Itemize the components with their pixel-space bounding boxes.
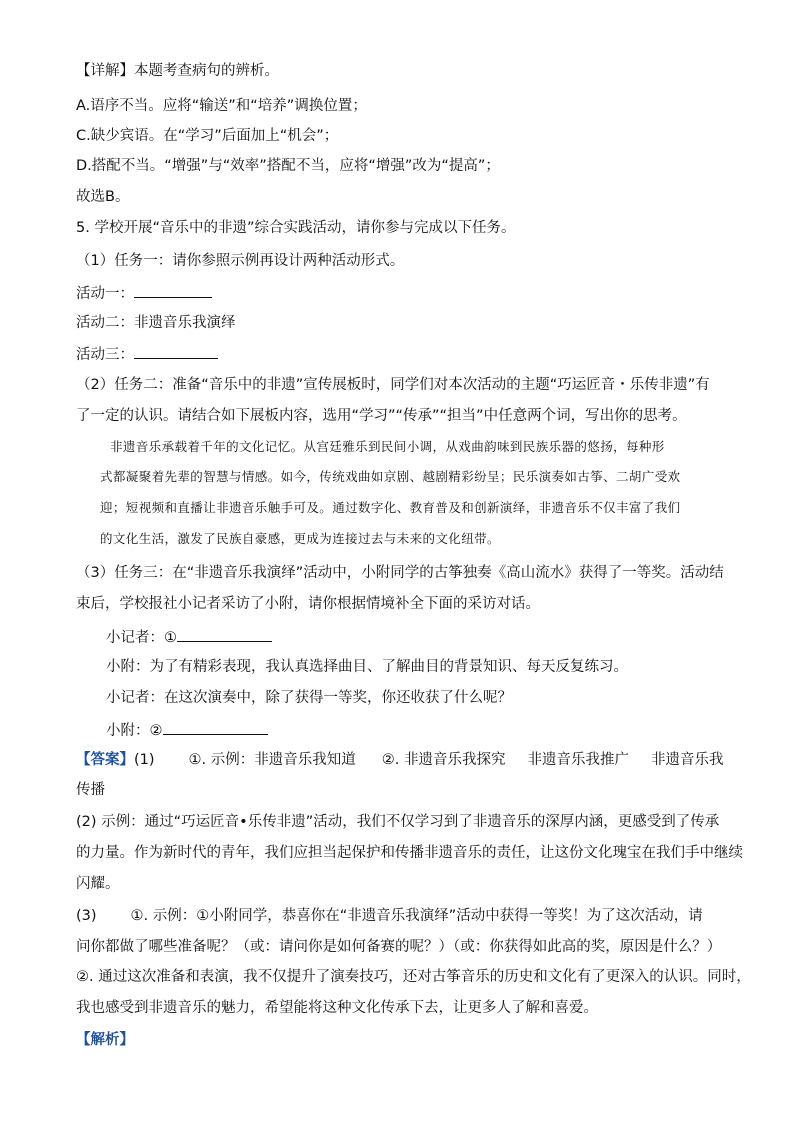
answer-1-line2: 传播 bbox=[76, 782, 105, 798]
task-2-prompt-line1: （2）任务二：准备“音乐中的非遗”宣传展板时，同学们对本次活动的主题“巧运匠音・乐传非遗”有 bbox=[76, 377, 710, 393]
task-2-prompt-line2: 了一定的认识。请结合如下展板内容，选用“学习”“传承”“担当”中任意两个词，写出你的思考。 bbox=[76, 408, 687, 424]
answer-blank[interactable] bbox=[163, 719, 268, 735]
dialog-reporter-2: 小记者：在这次演奏中，除了获得一等奖，你还收获了什么呢？ bbox=[106, 690, 512, 706]
dialog-reporter-1: 小记者：① bbox=[106, 626, 272, 648]
task-3-prompt-line2: 束后，学校报社小记者采访了小附，请你根据情境补全下面的采访对话。 bbox=[76, 596, 540, 612]
display-board-passage-line3: 迎；短视频和直播让非遗音乐触手可及。通过数字化、教育普及和创新演绎，非遗音乐不仅丰富了我们 bbox=[100, 500, 681, 515]
answer-blank[interactable] bbox=[134, 343, 218, 359]
answer-blank[interactable] bbox=[134, 282, 212, 298]
question-5-stem: 5. 学校开展“音乐中的非遗”综合实践活动，请你参与完成以下任务。 bbox=[76, 220, 516, 236]
answer-3-line3: ②. 通过这次准备和表演，我不仅提升了演奏技巧，还对古筝音乐的历史和文化有了更深入的认识。同时， bbox=[76, 969, 751, 985]
answer-2-line1: (2) 示例：通过“巧运匠音•乐传非遗”活动，我们不仅学习到了非遗音乐的深厚内涵，更感受到了传承 bbox=[76, 814, 720, 830]
answer-2-line2: 的力量。作为新时代的青年，我们应担当起保护和传播非遗音乐的责任，让这份文化瑰宝在我们手中继续 bbox=[76, 845, 743, 861]
display-board-passage-line4: 的文化生活，激发了民族自豪感，更成为连接过去与未来的文化纽带。 bbox=[100, 531, 500, 546]
dialog-xiaofu-2: 小附：② bbox=[106, 719, 268, 741]
task-3-prompt-line1: （3）任务三：在“非遗音乐我演绎”活动中，小附同学的古筝独奏《高山流水》获得了一等奖。活动结 bbox=[76, 565, 724, 581]
answer-1-line1: 【答案】(1) ①. 示例：非遗音乐我知道 ②. 非遗音乐我探究 非遗音乐我推广 非遗音乐我 bbox=[76, 752, 724, 768]
explanation-option-d: D.搭配不当。“增强”与“效率”搭配不当，应将“增强”改为“提高”； bbox=[76, 158, 500, 174]
display-board-passage-line1: 非遗音乐承载着千年的文化记忆。从宫廷雅乐到民间小调，从戏曲韵味到民族乐器的悠扬，每种形 bbox=[110, 439, 665, 454]
explanation-option-a: A.语序不当。应将“输送”和“培养”调换位置； bbox=[76, 98, 367, 114]
activity-2: 活动二：非遗音乐我演绎 bbox=[76, 315, 236, 331]
answer-label: 【答案】 bbox=[76, 752, 134, 768]
answer-3-line4: 我也感受到非遗音乐的魅力，希望能将这种文化传承下去，让更多人了解和喜爱。 bbox=[76, 1000, 598, 1016]
answer-blank[interactable] bbox=[177, 626, 272, 642]
task-1-prompt: （1）任务一：请你参照示例再设计两种活动形式。 bbox=[76, 253, 405, 269]
activity-3: 活动三： bbox=[76, 343, 218, 365]
display-board-passage-line2: 式都凝聚着先辈的智慧与情感。如今，传统戏曲如京剧、越剧精彩纷呈；民乐演奏如古筝、二胡广受欢 bbox=[100, 469, 681, 484]
explanation-header: 【详解】本题考查病句的辨析。 bbox=[76, 63, 279, 79]
activity-1: 活动一： bbox=[76, 282, 212, 304]
answer-3-line1: (3) ①. 示例：①小附同学，恭喜你在“非遗音乐我演绎”活动中获得一等奖！为了这次活动，请 bbox=[76, 908, 703, 924]
analysis-label: 【解析】 bbox=[76, 1032, 134, 1048]
dialog-xiaofu-1: 小附：为了有精彩表现，我认真选择曲目、了解曲目的背景知识、每天反复练习。 bbox=[106, 659, 628, 675]
explanation-choice: 故选B。 bbox=[76, 189, 130, 205]
explanation-option-c: C.缺少宾语。在“学习”后面加上“机会”； bbox=[76, 128, 339, 144]
answer-3-line2: 问你都做了哪些准备呢？（或：请问你是如何备赛的呢？）（或：你获得如此高的奖，原因是什么？） bbox=[76, 939, 722, 955]
answer-2-line3: 闪耀。 bbox=[76, 876, 120, 892]
